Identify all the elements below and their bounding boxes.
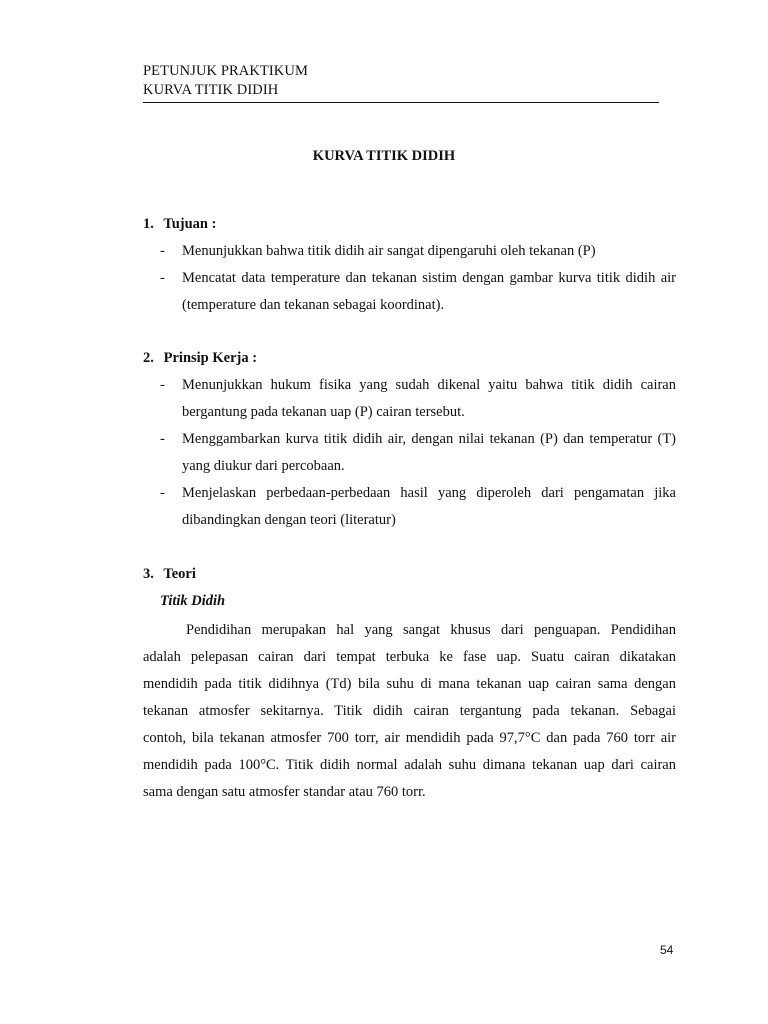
section-heading-prinsip	[143, 350, 257, 367]
list-item	[160, 372, 676, 426]
bullet-dash: -	[160, 377, 165, 393]
list-item	[160, 480, 676, 534]
header-line-2: KURVA TITIK DIDIH	[143, 82, 279, 98]
list-item-text: Mencatat data temperature dan tekanan sistim dengan gambar kurva titik didih air (temperature dan tekanan sebagai koordinat).	[182, 270, 676, 313]
list-item-text: Menjelaskan perbedaan-perbedaan hasil yang diperoleh dari pengamatan jika dibandingkan dengan teori (literatur)	[182, 485, 676, 528]
list-item-text: Menggambarkan kurva titik didih air, dengan nilai tekanan (P) dan temperatur (T) yang diukur dari percobaan.	[182, 431, 676, 474]
bullet-dash: -	[160, 431, 165, 447]
running-header	[143, 62, 659, 100]
paragraph-line: adalah pelepasan cairan dari tempat terbuka ke fase uap. Suatu cairan dikatakan	[143, 649, 676, 665]
paragraph-line: sama dengan satu atmosfer standar atau 760 torr.	[143, 784, 426, 800]
body-paragraph	[143, 617, 676, 806]
paragraph-line: mendidih pada 100°C. Titik didih normal adalah suhu dimana tekanan uap dari cairan	[143, 757, 676, 773]
paragraph-line	[143, 617, 676, 644]
paragraph-line: mendidih pada titik didihnya (Td) bila suhu di mana tekanan uap cairan sama dengan	[143, 676, 676, 692]
list-item	[160, 238, 676, 265]
page-number: 54	[660, 943, 674, 957]
section-title: Prinsip Kerja :	[163, 350, 258, 366]
bullet-dash: -	[160, 485, 165, 501]
section-number: 2.	[143, 350, 154, 366]
bullet-dash: -	[160, 270, 165, 286]
section-number: 1.	[143, 216, 154, 232]
section-title: Tujuan :	[163, 216, 217, 232]
list-item-text: Menunjukkan hukum fisika yang sudah dikenal yaitu bahwa titik didih cairan bergantung pada tekanan uap (P) cairan tersebut.	[182, 377, 676, 420]
header-rule	[143, 102, 659, 103]
list-item-text: Menunjukkan bahwa titik didih air sangat dipengaruhi oleh tekanan (P)	[182, 243, 596, 259]
list-item	[160, 426, 676, 480]
subsection-heading: Titik Didih	[160, 593, 226, 609]
document-title: KURVA TITIK DIDIH	[312, 148, 456, 164]
header-line-1: PETUNJUK PRAKTIKUM	[143, 63, 308, 79]
list-item	[160, 265, 676, 319]
section-heading-teori	[143, 566, 196, 583]
paragraph-line: contoh, bila tekanan atmosfer 700 torr, air mendidih pada 97,7°C dan pada 760 torr air	[143, 730, 676, 746]
paragraph-line: tekanan atmosfer sekitarnya. Titik didih cairan tergantung pada tekanan. Sebagai	[143, 703, 676, 719]
section-title: Teori	[163, 566, 196, 582]
section-number: 3.	[143, 566, 154, 582]
line-text: Pendidihan merupakan hal yang sangat khusus dari penguapan. Pendidihan	[186, 622, 676, 638]
section-heading-tujuan	[143, 216, 216, 233]
bullet-dash: -	[160, 243, 165, 259]
